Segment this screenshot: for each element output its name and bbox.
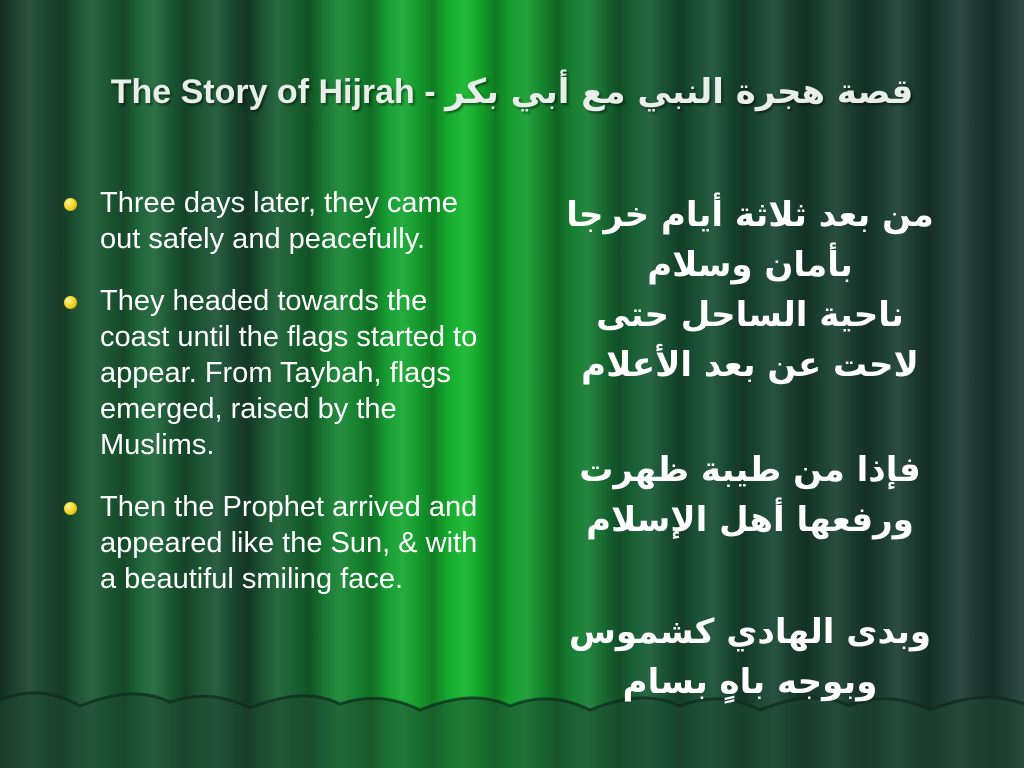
- verse-spacer: [520, 545, 980, 607]
- bullet-item: [60, 283, 500, 463]
- bullet-text: Three days later, they came out safely and peacefully.: [100, 187, 458, 255]
- bullet-item: [60, 489, 500, 597]
- bullet-item: [60, 185, 500, 257]
- verse-spacer: [520, 390, 980, 445]
- bullet-text: Then the Prophet arrived and appeared like the Sun, & with a beautiful smiling face.: [100, 491, 478, 595]
- arabic-verse-line: ناحية الساحل حتى: [596, 295, 904, 335]
- bullet-text: They headed towards the coast until the flags started to appear. From Taybah, flags emerged, raised by the Muslims.: [100, 285, 478, 461]
- arabic-verse-line: بأمان وسلام: [647, 245, 853, 285]
- arabic-verse-line: فإذا من طيبة ظهرت: [579, 450, 921, 490]
- arabic-verses: [520, 190, 980, 707]
- title-english: The Story of Hijrah -: [110, 73, 436, 111]
- arabic-verse-line: لاحت عن بعد الأعلام: [581, 345, 919, 385]
- bullet-dot-icon: [64, 198, 77, 211]
- bullet-dot-icon: [64, 502, 77, 515]
- arabic-verse-line: وبدى الهادي كشموس: [568, 612, 931, 652]
- bullet-dot-icon: [64, 296, 77, 309]
- arabic-verse-line: ورفعها أهل الإسلام: [586, 500, 914, 540]
- title-arabic: قصة هجرة النبي مع أبي بكر: [445, 72, 914, 112]
- english-bullet-list: [60, 185, 500, 623]
- slide-title: [0, 72, 1024, 112]
- arabic-verse-line: وبوجه باهٍ بسام: [622, 662, 878, 702]
- arabic-verse-line: من بعد ثلاثة أيام خرجا: [566, 195, 934, 235]
